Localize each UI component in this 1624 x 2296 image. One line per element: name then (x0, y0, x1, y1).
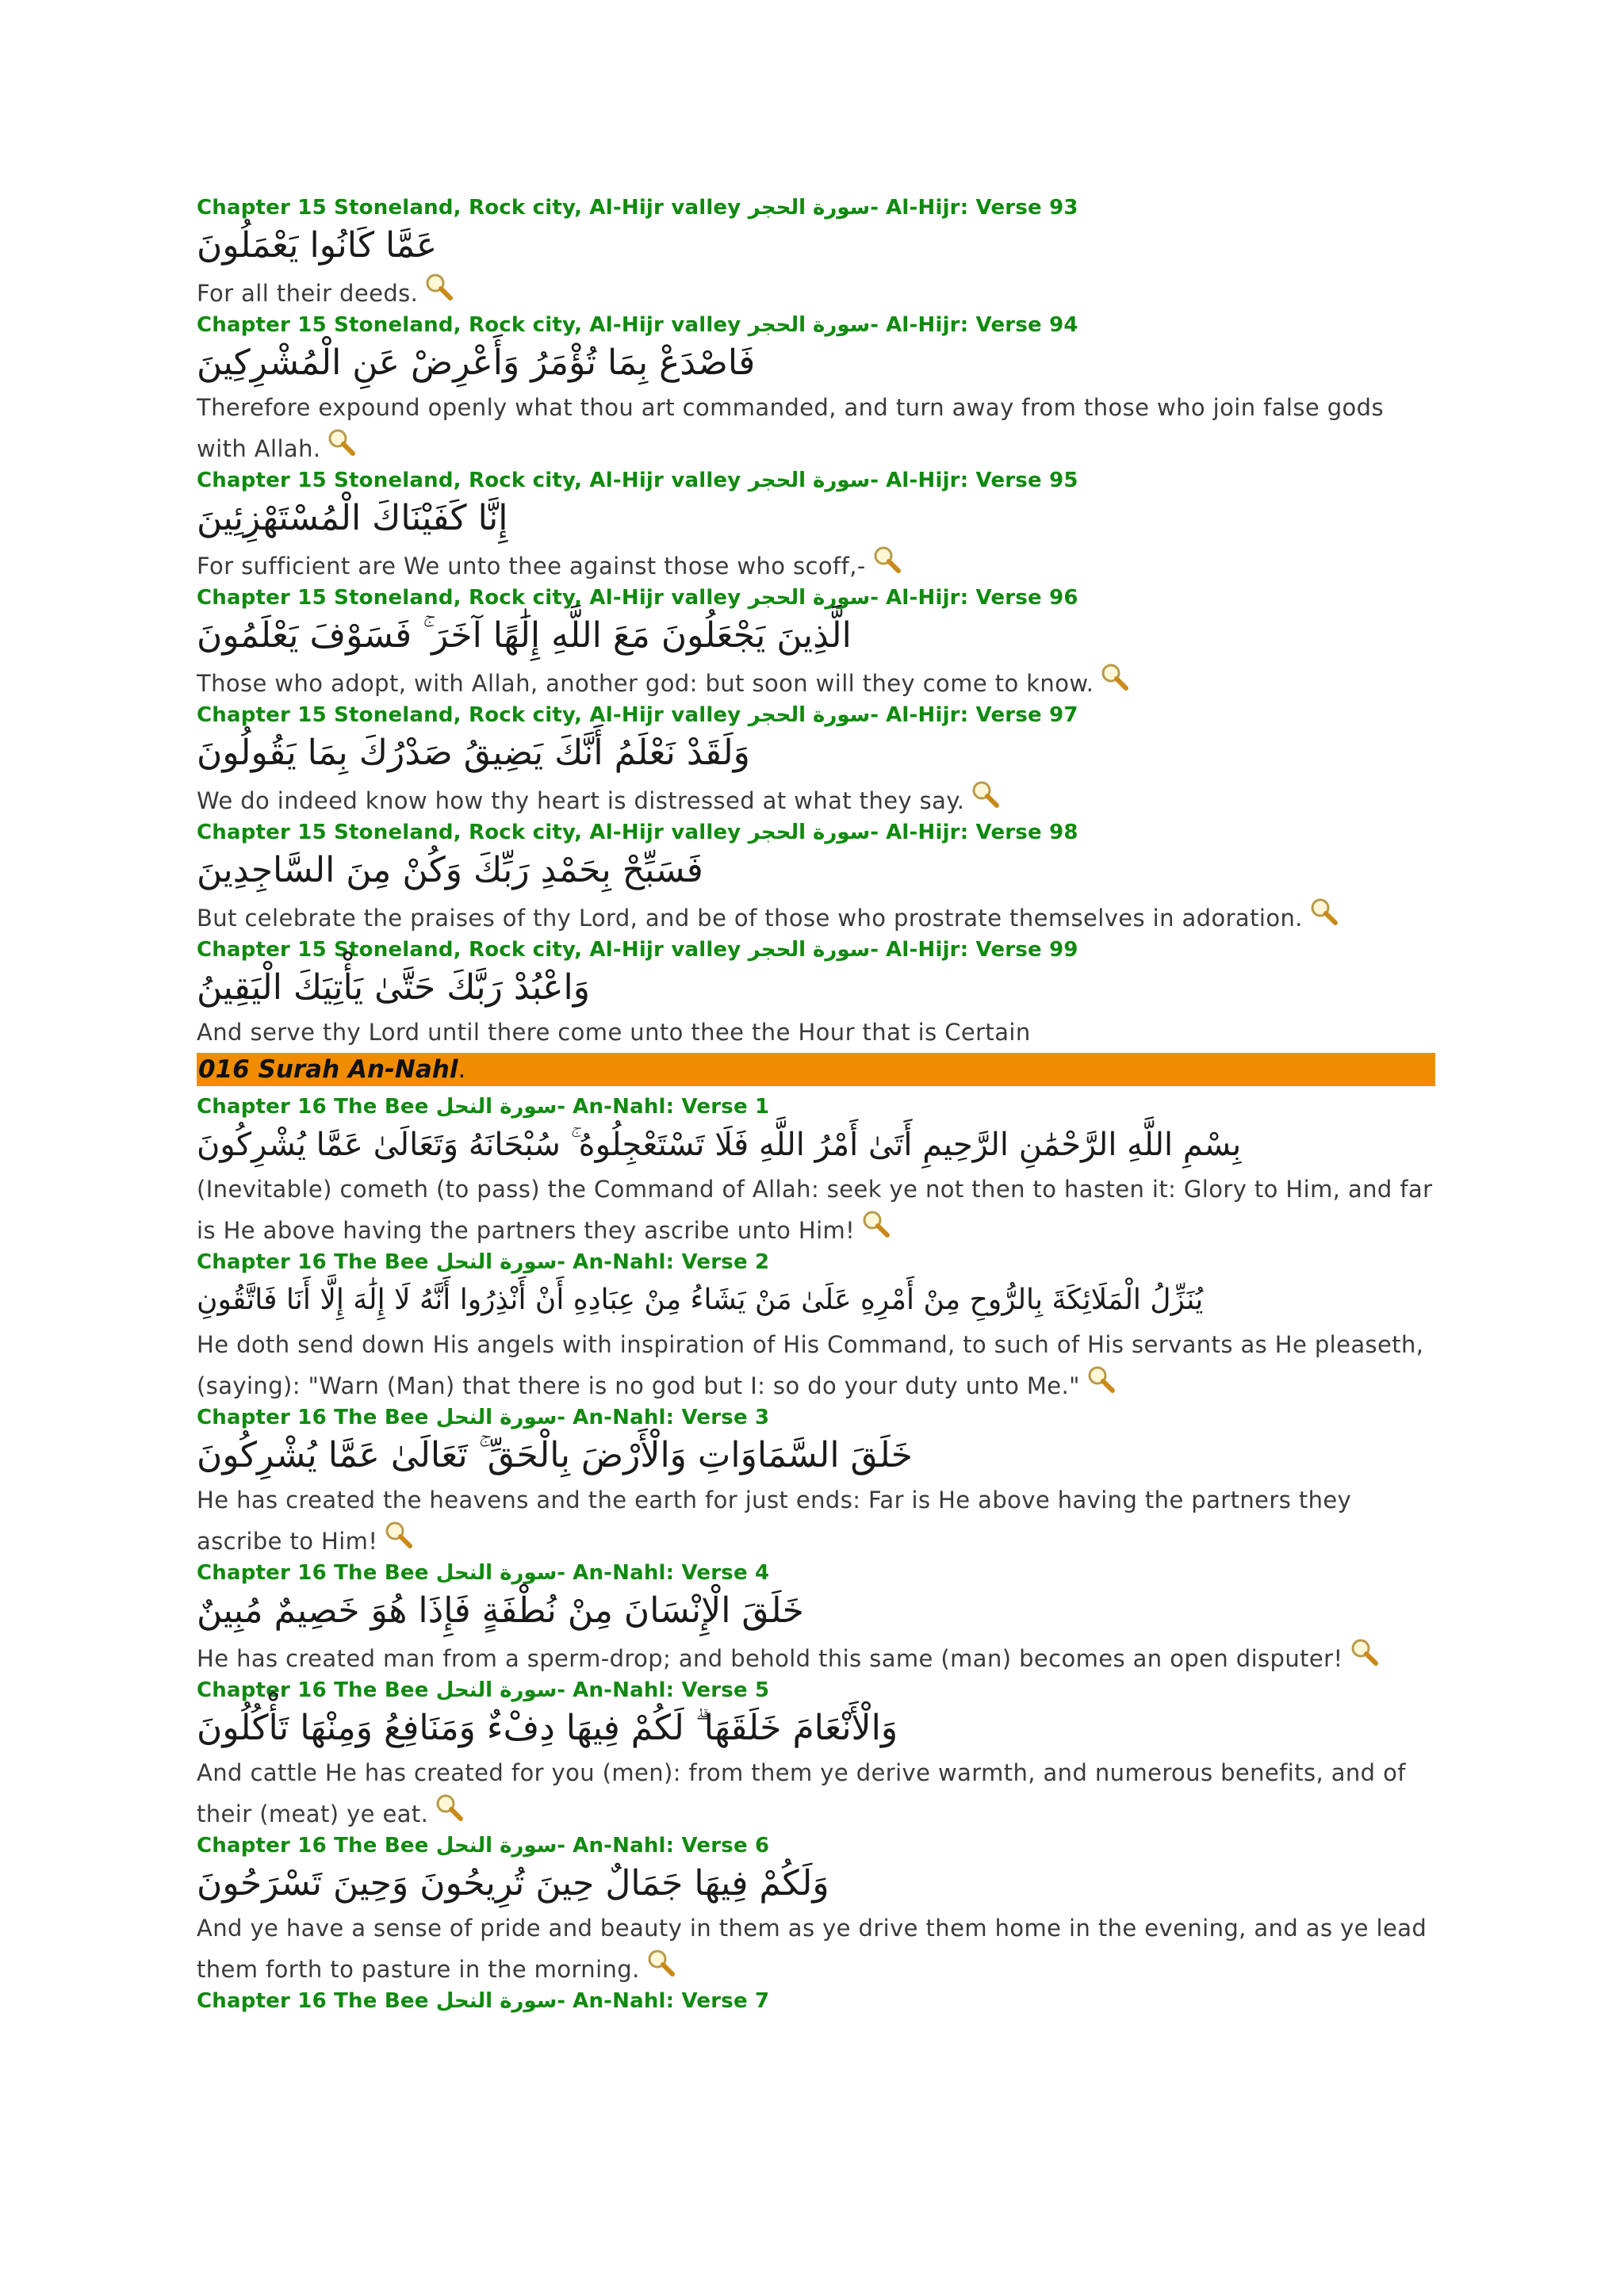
verse-entry (197, 1405, 1434, 1560)
english-translation: For sufficient are We unto thee against those who scoff,- (197, 544, 1434, 585)
verse-entry (197, 195, 1434, 312)
magnifier-icon[interactable] (382, 1519, 414, 1551)
magnifier-icon[interactable] (1348, 1636, 1380, 1668)
english-translation: And cattle He has created for you (men): from them ye derive warmth, and numerous benefits, and of their (meat) ye eat. (197, 1759, 1406, 1827)
arabic-verse: عَمَّا كَانُوا يَعْمَلُونَ (197, 225, 438, 266)
english-translation: Those who adopt, with Allah, another god: but soon will they come to know. (197, 661, 1434, 702)
arabic-verse: إِنَّا كَفَيْنَاكَ الْمُسْتَهْزِئِينَ (197, 498, 508, 538)
arabic-verse: وَالْأَنْعَامَ خَلَقَهَا ۗ لَكُمْ فِيهَا دِفْءٌ وَمَنَافِعُ وَمِنْهَا تَأْكُلُونَ (197, 1708, 898, 1748)
verse-header[interactable]: Chapter 15 Stoneland, Rock city, Al-Hijr valley سورة الحجر- Al-Hijr: Verse 95 (197, 469, 1078, 492)
arabic-verse: خَلَقَ السَّمَاوَاتِ وَالْأَرْضَ بِالْحَقِّ ۚ تَعَالَىٰ عَمَّا يُشْرِكُونَ (197, 1435, 913, 1475)
verse-header[interactable]: Chapter 16 The Bee سورة النحل- An-Nahl: Verse 2 (197, 1250, 770, 1274)
arabic-verse: الَّذِينَ يَجْعَلُونَ مَعَ اللَّهِ إِلَٰهًا آخَرَ ۚ فَسَوْفَ يَعْلَمُونَ (197, 615, 852, 656)
magnifier-icon[interactable] (969, 779, 1001, 810)
verse-entry (197, 702, 1434, 820)
verse-entry (197, 1988, 1434, 2014)
verse-header[interactable]: Chapter 16 The Bee سورة النحل- An-Nahl: Verse 7 (197, 1989, 770, 2013)
verse-header[interactable]: Chapter 15 Stoneland, Rock city, Al-Hijr valley سورة الحجر- Al-Hijr: Verse 98 (197, 821, 1078, 844)
verse-header[interactable]: Chapter 15 Stoneland, Rock city, Al-Hijr valley سورة الحجر- Al-Hijr: Verse 94 (197, 313, 1078, 337)
arabic-verse: فَسَبِّحْ بِحَمْدِ رَبِّكَ وَكُنْ مِنَ السَّاجِدِينَ (197, 850, 703, 890)
english-translation: He has created the heavens and the earth for just ends: Far is He above having the partners they ascribe to Him! (197, 1487, 1352, 1555)
english-translation: We do indeed know how thy heart is distressed at what they say. (197, 779, 1434, 820)
arabic-verse: خَلَقَ الْإِنْسَانَ مِنْ نُطْفَةٍ فَإِذَا هُوَ خَصِيمٌ مُبِينٌ (197, 1590, 804, 1631)
verse-entry (197, 1560, 1434, 1678)
verse-entry (197, 1833, 1434, 1988)
magnifier-icon[interactable] (325, 427, 357, 458)
verse-header[interactable]: Chapter 16 The Bee سورة النحل- An-Nahl: Verse 1 (197, 1095, 770, 1119)
verse-entry (197, 1094, 1434, 1249)
arabic-verse: بِسْمِ اللَّهِ الرَّحْمَٰنِ الرَّحِيمِ أَتَىٰ أَمْرُ اللَّهِ فَلَا تَسْتَعْجِلُوهُ ۚ سُبْحَانَهُ وَتَعَالَىٰ عَمَّا يُشْرِكُونَ (197, 1127, 1242, 1163)
verse-entry (197, 1678, 1434, 1833)
verse-entry (197, 312, 1434, 468)
surah-banner[interactable]: 016 Surah An-Nahl. (197, 1053, 1435, 1086)
document-page (197, 195, 1434, 2014)
magnifier-icon[interactable] (871, 544, 902, 576)
verse-header[interactable]: Chapter 15 Stoneland, Rock city, Al-Hijr valley سورة الحجر- Al-Hijr: Verse 97 (197, 703, 1078, 727)
english-translation: He has created man from a sperm-drop; and behold this same (man) becomes an open disputer! (197, 1636, 1434, 1678)
verse-entry (197, 468, 1434, 585)
english-translation: And serve thy Lord until there come unto thee the Hour that is Certain (197, 1019, 1031, 1046)
magnifier-icon[interactable] (433, 1792, 465, 1823)
arabic-verse: وَلَكُمْ فِيهَا جَمَالٌ حِينَ تُرِيحُونَ وَحِينَ تَسْرَحُونَ (197, 1863, 829, 1904)
english-translation: And ye have a sense of pride and beauty in them as ye drive them home in the evening, and as ye lead them forth to pasture in the morning. (197, 1915, 1427, 1983)
verse-entry (197, 1249, 1434, 1405)
magnifier-icon[interactable] (1308, 896, 1339, 928)
magnifier-icon[interactable] (423, 271, 454, 303)
english-translation: He doth send down His angels with inspiration of His Command, to such of His servants as He pleaseth, (saying): "Warn (Man) that there is no god but I: so do your duty unto Me." (197, 1331, 1424, 1399)
magnifier-icon[interactable] (645, 1947, 676, 1979)
magnifier-icon[interactable] (1085, 1364, 1116, 1395)
verse-header[interactable]: Chapter 15 Stoneland, Rock city, Al-Hijr valley سورة الحجر- Al-Hijr: Verse 93 (197, 196, 1078, 220)
verse-header[interactable]: Chapter 15 Stoneland, Rock city, Al-Hijr valley سورة الحجر- Al-Hijr: Verse 99 (197, 938, 1078, 962)
magnifier-icon[interactable] (1098, 661, 1130, 693)
verse-header[interactable]: Chapter 16 The Bee سورة النحل- An-Nahl: Verse 4 (197, 1561, 770, 1585)
magnifier-icon[interactable] (860, 1208, 891, 1240)
verse-entry (197, 820, 1434, 937)
arabic-verse: وَاعْبُدْ رَبَّكَ حَتَّىٰ يَأْتِيَكَ الْيَقِينُ (197, 967, 590, 1008)
verse-header[interactable]: Chapter 16 The Bee سورة النحل- An-Nahl: Verse 5 (197, 1678, 770, 1702)
english-translation: (Inevitable) cometh (to pass) the Command of Allah: seek ye not then to hasten it: Glory to Him, and far is He above having the partners they ascribe unto Him! (197, 1176, 1433, 1244)
verse-header[interactable]: Chapter 16 The Bee سورة النحل- An-Nahl: Verse 6 (197, 1834, 770, 1858)
english-translation: For all their deeds. (197, 271, 1434, 312)
verse-entry (197, 937, 1434, 1051)
arabic-verse: يُنَزِّلُ الْمَلَائِكَةَ بِالرُّوحِ مِنْ أَمْرِهِ عَلَىٰ مَنْ يَشَاءُ مِنْ عِبَادِهِ أَنْ أَنْذِرُوا أَنَّهُ لَا إِلَٰهَ إِلَّا أَنَا فَاتَّقُونِ (197, 1284, 1204, 1316)
verse-header[interactable]: Chapter 15 Stoneland, Rock city, Al-Hijr valley سورة الحجر- Al-Hijr: Verse 96 (197, 586, 1078, 610)
english-translation: But celebrate the praises of thy Lord, and be of those who prostrate themselves in adoration. (197, 896, 1434, 937)
arabic-verse: فَاصْدَعْ بِمَا تُؤْمَرُ وَأَعْرِضْ عَنِ الْمُشْرِكِينَ (197, 342, 756, 383)
english-translation: Therefore expound openly what thou art commanded, and turn away from those who join false gods with Allah. (197, 394, 1385, 462)
arabic-verse: وَلَقَدْ نَعْلَمُ أَنَّكَ يَضِيقُ صَدْرُكَ بِمَا يَقُولُونَ (197, 733, 750, 773)
verse-header[interactable]: Chapter 16 The Bee سورة النحل- An-Nahl: Verse 3 (197, 1406, 770, 1429)
verse-entry (197, 585, 1434, 702)
